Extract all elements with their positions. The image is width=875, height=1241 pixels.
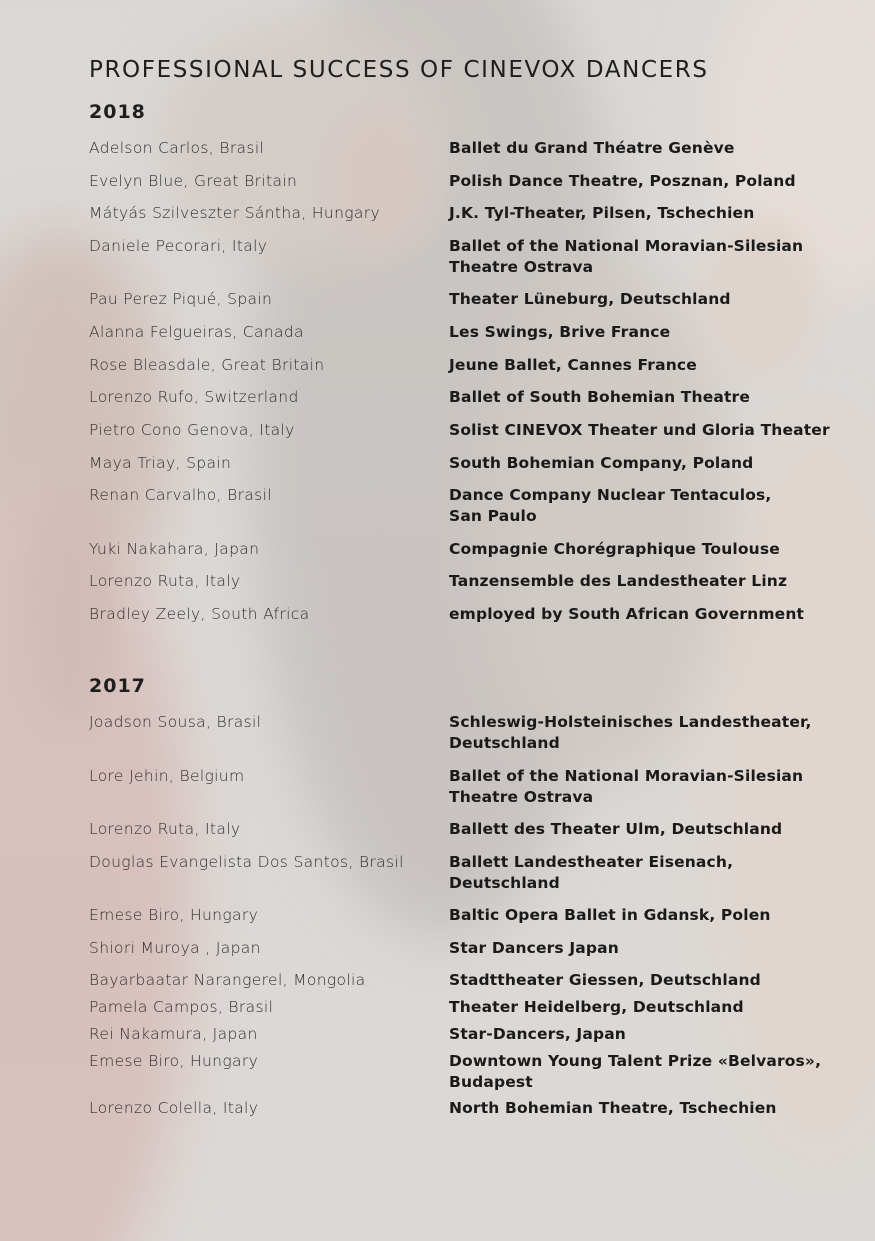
page-title: PROFESSIONAL SUCCESS OF CINEVOX DANCERS [89, 57, 709, 83]
engagement: Star Dancers Japan [449, 939, 619, 957]
engagement: Ballet du Grand Théatre Genève [449, 139, 735, 157]
engagement: Ballet of the National Moravian-Silesian Theatre Ostrava [449, 237, 804, 276]
dancer-name: Bayarbaatar Narangerel, Mongolia [89, 971, 366, 989]
engagement: Downtown Young Talent Prize «Belvaros», Budapest [449, 1052, 822, 1091]
dancer-name: Alanna Felgueiras, Canada [89, 323, 304, 341]
dancer-name: Emese Biro, Hungary [89, 1052, 259, 1070]
engagement: Theater Lüneburg, Deutschland [449, 290, 731, 308]
engagement: Ballet of South Bohemian Theatre [449, 388, 751, 406]
year-heading-2018: 2018 [89, 101, 146, 123]
engagement: Stadttheater Giessen, Deutschland [449, 971, 761, 989]
dancer-name: Lore Jehin, Belgium [89, 767, 245, 785]
dancer-name: Lorenzo Ruta, Italy [89, 572, 241, 590]
engagement: Les Swings, Brive France [449, 323, 671, 341]
engagement: J.K. Tyl-Theater, Pilsen, Tschechien [449, 204, 755, 222]
engagement: North Bohemian Theatre, Tschechien [449, 1099, 777, 1117]
dancer-name: Rei Nakamura, Japan [89, 1025, 258, 1043]
dancer-name: Maya Triay, Spain [89, 454, 232, 472]
engagement: Ballett Landestheater Eisenach, Deutschland [449, 853, 734, 892]
engagement: Schleswig-Holsteinisches Landestheater, Deutschland [449, 713, 812, 752]
engagement: employed by South African Government [449, 605, 805, 623]
engagement: South Bohemian Company, Poland [449, 454, 754, 472]
dancer-name: Adelson Carlos, Brasil [89, 139, 265, 157]
engagement: Jeune Ballet, Cannes France [449, 356, 697, 374]
dancer-name: Douglas Evangelista Dos Santos, Brasil [89, 853, 404, 871]
dancer-name: Mátyás Szilveszter Sántha, Hungary [89, 204, 381, 222]
dancer-name: Lorenzo Rufo, Switzerland [89, 388, 299, 406]
dancer-name: Pietro Cono Genova, Italy [89, 421, 295, 439]
engagement: Compagnie Chorégraphique Toulouse [449, 540, 780, 558]
dancer-name: Evelyn Blue, Great Britain [89, 172, 298, 190]
dancer-name: Lorenzo Ruta, Italy [89, 820, 241, 838]
engagement: Ballet of the National Moravian-Silesian Theatre Ostrava [449, 767, 804, 806]
dancer-name: Pamela Campos, Brasil [89, 998, 274, 1016]
engagement: Star-Dancers, Japan [449, 1025, 626, 1043]
engagement: Dance Company Nuclear Tentaculos, San Paulo [449, 486, 772, 525]
year-heading-2017: 2017 [89, 675, 146, 697]
dancer-name: Emese Biro, Hungary [89, 906, 259, 924]
engagement: Solist CINEVOX Theater und Gloria Theater [449, 421, 830, 439]
dancer-name: Rose Bleasdale, Great Britain [89, 356, 325, 374]
dancer-name: Lorenzo Colella, Italy [89, 1099, 259, 1117]
dancer-name: Joadson Sousa, Brasil [89, 713, 262, 731]
dancer-name: Yuki Nakahara, Japan [89, 540, 260, 558]
dancer-name: Pau Perez Piqué, Spain [89, 290, 273, 308]
dancer-name: Shiori Muroya , Japan [89, 939, 261, 957]
engagement: Theater Heidelberg, Deutschland [449, 998, 744, 1016]
dancer-name: Renan Carvalho, Brasil [89, 486, 272, 504]
engagement: Baltic Opera Ballet in Gdansk, Polen [449, 906, 771, 924]
engagement: Tanzensemble des Landestheater Linz [449, 572, 788, 590]
engagement: Polish Dance Theatre, Posznan, Poland [449, 172, 796, 190]
dancer-name: Bradley Zeely, South Africa [89, 605, 310, 623]
engagement: Ballett des Theater Ulm, Deutschland [449, 820, 783, 838]
dancer-name: Daniele Pecorari, Italy [89, 237, 268, 255]
